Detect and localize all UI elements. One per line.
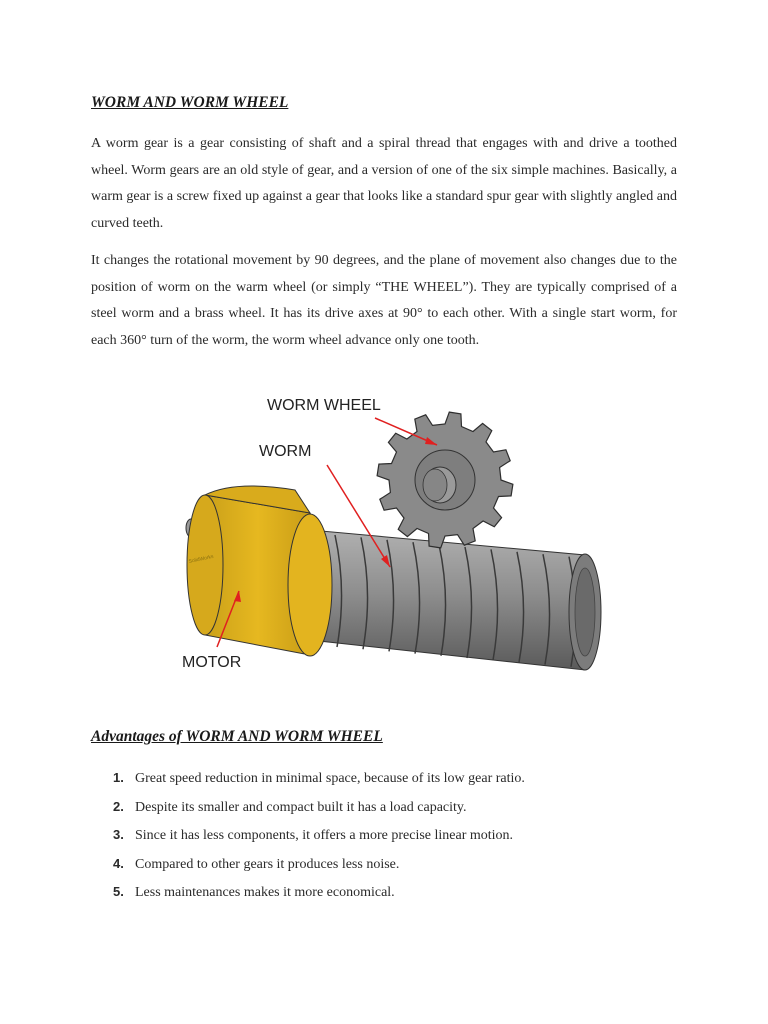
paragraph-details: It changes the rotational movement by 90 degrees, and the plane of movement also changes due to the position of worm on the warm wheel (or simply “THE WHEEL”). They are typically comprised of a steel worm and a brass wheel. It has its drive axes at 90° to each other. With a single start worm, for each 360° turn of the worm, the worm wheel advance only one tooth. — [91, 253, 677, 348]
list-item — [113, 850, 525, 879]
list-item-number: 4. — [113, 855, 124, 871]
list-item-text: Compared to other gears it produces less noise. — [135, 856, 400, 872]
list-item — [113, 878, 525, 907]
list-item — [113, 821, 525, 850]
label-worm-wheel: WORM WHEEL — [267, 397, 381, 414]
motor-cylinder — [186, 486, 332, 656]
worm-gear-illustration — [175, 385, 605, 685]
list-item-number: 1. — [113, 770, 124, 785]
list-item-text: Despite its smaller and compact built it has a load capacity. — [135, 799, 467, 815]
label-motor: MOTOR — [182, 654, 242, 671]
advantages-heading: Advantages of WORM AND WORM WHEEL — [91, 728, 383, 745]
label-worm: WORM — [259, 443, 312, 460]
worm-wheel-gear — [377, 412, 513, 548]
list-item-number: 5. — [113, 884, 124, 899]
page-title: WORM AND WORM WHEEL — [91, 94, 289, 111]
list-item-number: 3. — [113, 827, 124, 842]
list-item-text: Since it has less components, it offers a more precise linear motion. — [135, 828, 514, 843]
list-item-text: Great speed reduction in minimal space, because of its low gear ratio. — [135, 771, 525, 786]
worm-shaft — [310, 530, 601, 670]
advantages-list — [113, 764, 525, 907]
list-item-number: 2. — [113, 798, 124, 814]
list-item — [113, 793, 525, 822]
list-item-text: Less maintenances makes it more economical. — [135, 885, 395, 900]
list-item — [113, 764, 525, 793]
worm-gear-figure — [175, 385, 605, 685]
paragraph-intro: A worm gear is a gear consisting of shaft and a spiral thread that engages with and drive a toothed wheel. Worm gears are an old style of gear, and a version of one of the six simple machines. Basically, a warm gear is a screw fixed up against a gear that looks like a standard spur gear with slightly angled and curved teeth. — [91, 136, 677, 231]
svg-text:SolidWorks: SolidWorks — [188, 553, 215, 565]
